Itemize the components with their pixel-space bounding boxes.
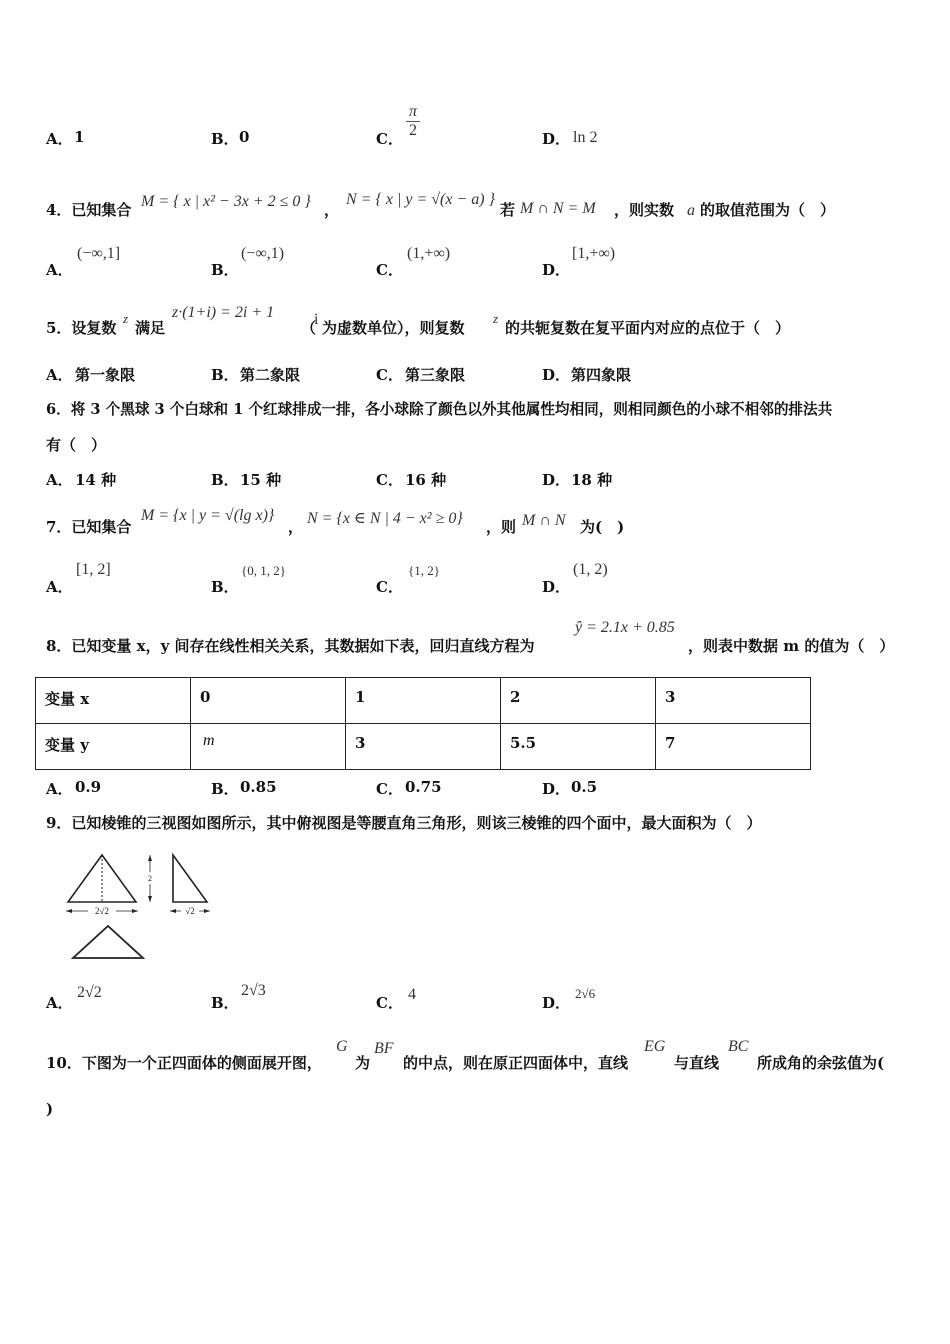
q9-option-c-label: C． bbox=[376, 994, 403, 1012]
q7-option-c-label: C． bbox=[376, 578, 403, 596]
table-cell: 3 bbox=[346, 724, 501, 770]
q7-expr: M ∩ N bbox=[522, 512, 566, 529]
q8-stem-b: ，则表中数据 m 的值为（ ） bbox=[688, 637, 895, 655]
q8-option-c-label: C． bbox=[376, 780, 403, 798]
q4-stem-b: 若 bbox=[500, 201, 516, 219]
table-cell: m bbox=[191, 724, 346, 770]
q7-option-d-value: (1, 2) bbox=[573, 561, 608, 578]
q5-option-a-value: 第一象限 bbox=[75, 366, 136, 384]
table-cell: 1 bbox=[346, 678, 501, 724]
table-cell: 0 bbox=[191, 678, 346, 724]
q9-three-view-figure bbox=[60, 850, 220, 965]
q3-option-b-value: 0 bbox=[239, 128, 250, 146]
q5-option-b-value: 第二象限 bbox=[240, 366, 301, 384]
q4-stem-c: ，则实数 bbox=[614, 201, 675, 219]
height-dimension-label: 2 bbox=[148, 874, 152, 883]
q10-stem-line2: ) bbox=[46, 1100, 54, 1118]
q8-option-d-value: 0.5 bbox=[571, 778, 598, 796]
table-cell: 变量 x bbox=[36, 678, 191, 724]
q9-stem: 9．已知棱锥的三视图如图所示，其中俯视图是等腰直角三角形，则该三棱锥的四个面中，最大面积为（ ） bbox=[46, 814, 762, 832]
q8-option-b-value: 0.85 bbox=[240, 778, 277, 796]
top-view-triangle bbox=[73, 926, 143, 958]
q10-line-bc: BC bbox=[728, 1038, 749, 1055]
q5-option-c-label: C． bbox=[376, 366, 403, 384]
q3-option-d-value: ln 2 bbox=[573, 129, 598, 146]
q7-option-c-value: {1, 2} bbox=[408, 563, 440, 578]
q8-stem-a: 8．已知变量 x，y 间存在线性相关关系，其数据如下表，回归直线方程为 bbox=[46, 637, 535, 655]
q4-option-c-label: C． bbox=[376, 261, 403, 279]
q4-set-m: M = { x | x² − 3x + 2 ≤ 0 } bbox=[141, 193, 311, 210]
q4-option-b-label: B． bbox=[211, 261, 239, 279]
q5-stem-e: 的共轭复数在复平面内对应的点位于（ ） bbox=[505, 319, 791, 337]
q5-var-i: i bbox=[314, 311, 319, 328]
q9-option-a-label: A． bbox=[46, 994, 73, 1012]
q5-option-d-value: 第四象限 bbox=[571, 366, 632, 384]
q3-option-b-label: B． bbox=[211, 130, 239, 148]
q6-option-a-label: A． bbox=[46, 471, 73, 489]
q4-option-a-label: A． bbox=[46, 261, 73, 279]
side-dimension-arrow-left bbox=[170, 909, 176, 913]
table-cell: 3 bbox=[656, 678, 811, 724]
q10-line-eg: EG bbox=[644, 1038, 666, 1055]
q5-option-a-label: A． bbox=[46, 366, 73, 384]
q7-stem-c: 为( ) bbox=[580, 518, 625, 536]
q10-stem-a: 10．下图为一个正四面体的侧面展开图， bbox=[46, 1054, 322, 1072]
side-view-triangle bbox=[173, 855, 207, 902]
q7-option-a-value: [1, 2] bbox=[76, 561, 111, 578]
q4-option-d-label: D． bbox=[542, 261, 571, 279]
q8-option-d-label: D． bbox=[542, 780, 571, 798]
q3-option-c-denominator: 2 bbox=[409, 122, 417, 139]
base-dimension-arrow-left bbox=[66, 909, 72, 913]
table-cell: 变量 y bbox=[36, 724, 191, 770]
q9-option-c-value: 4 bbox=[408, 986, 416, 1003]
q3-option-c-label: C． bbox=[376, 130, 403, 148]
q8-data-table bbox=[35, 677, 811, 770]
q4-condition: M ∩ N = M bbox=[520, 200, 596, 217]
q7-comma: ， bbox=[288, 518, 304, 536]
q5-option-b-label: B． bbox=[211, 366, 239, 384]
q7-set-n: N = {x ∈ N | 4 − x² ≥ 0} bbox=[307, 510, 463, 527]
q7-option-d-label: D． bbox=[542, 578, 571, 596]
q10-stem-c: 的中点，则在原正四面体中，直线 bbox=[403, 1054, 629, 1072]
q4-option-b-value: (−∞,1) bbox=[241, 245, 285, 262]
q6-option-b-value: 15 种 bbox=[240, 471, 282, 489]
q3-option-d-label: D． bbox=[542, 130, 571, 148]
q5-var-z: z bbox=[123, 311, 129, 326]
q3-option-a-value: 1 bbox=[74, 128, 85, 146]
q4-option-c-value: (1,+∞) bbox=[407, 245, 451, 262]
q9-option-d-label: D． bbox=[542, 994, 571, 1012]
q5-option-c-value: 第三象限 bbox=[405, 366, 466, 384]
q5-stem-d: 为虚数单位），则复数 bbox=[322, 319, 465, 337]
q10-stem-e: 所成角的余弦值为( bbox=[757, 1054, 885, 1072]
q5-stem-b: 满足 bbox=[135, 319, 166, 337]
table-cell: 7 bbox=[656, 724, 811, 770]
q5-stem-a: 5．设复数 bbox=[46, 319, 117, 337]
q6-option-d-value: 18 种 bbox=[571, 471, 613, 489]
height-dimension-arrow-top bbox=[148, 855, 152, 861]
q7-option-b-value: {0, 1, 2} bbox=[241, 563, 286, 578]
q3-option-c-numerator: π bbox=[406, 103, 420, 122]
q9-option-a-value: 2√2 bbox=[77, 984, 102, 1001]
q8-option-a-label: A． bbox=[46, 780, 73, 798]
q8-option-a-value: 0.9 bbox=[75, 778, 102, 796]
q6-option-c-label: C． bbox=[376, 471, 403, 489]
q6-option-a-value: 14 种 bbox=[75, 471, 117, 489]
q8-option-c-value: 0.75 bbox=[405, 778, 442, 796]
q7-stem-b: ，则 bbox=[486, 518, 517, 536]
table-cell: 5.5 bbox=[501, 724, 656, 770]
q5-stem-c: （ bbox=[301, 319, 317, 337]
base-dimension-label: 2√2 bbox=[95, 906, 109, 916]
q10-stem-d: 与直线 bbox=[674, 1054, 720, 1072]
q6-option-d-label: D． bbox=[542, 471, 571, 489]
q4-var-a: a bbox=[687, 202, 695, 219]
q6-option-b-label: B． bbox=[211, 471, 239, 489]
table-cell: 2 bbox=[501, 678, 656, 724]
q4-option-a-value: (−∞,1] bbox=[77, 245, 121, 262]
q6-stem-line1: 6．将 3 个黑球 3 个白球和 1 个红球排成一排，各小球除了颜色以外其他属性均相同，则相同颜色的小球不相邻的排法共 bbox=[46, 401, 833, 418]
side-dimension-label: √2 bbox=[185, 906, 195, 916]
q8-regression-equation: ŷ = 2.1x + 0.85 bbox=[575, 619, 675, 636]
q3-option-a-label: A． bbox=[46, 130, 73, 148]
q10-segment-bf: BF bbox=[374, 1040, 394, 1057]
table-row bbox=[36, 678, 811, 724]
q4-comma: ， bbox=[324, 201, 340, 219]
height-dimension-arrow-bottom bbox=[148, 896, 152, 902]
q7-option-a-label: A． bbox=[46, 578, 73, 596]
q10-point-g: G bbox=[336, 1038, 348, 1055]
q5-option-d-label: D． bbox=[542, 366, 571, 384]
q4-option-d-value: [1,+∞) bbox=[572, 245, 616, 262]
q6-option-c-value: 16 种 bbox=[405, 471, 447, 489]
q7-stem-a: 7．已知集合 bbox=[46, 518, 132, 536]
q4-stem-d: 的取值范围为（ ） bbox=[700, 201, 836, 219]
q8-option-b-label: B． bbox=[211, 780, 239, 798]
q10-stem-b: 为 bbox=[355, 1054, 371, 1072]
q4-stem-a: 4．已知集合 bbox=[46, 201, 132, 219]
q9-option-b-label: B． bbox=[211, 994, 239, 1012]
q5-var-z2: z bbox=[493, 311, 499, 326]
q9-option-d-value: 2√6 bbox=[575, 986, 596, 1001]
side-dimension-arrow-right bbox=[204, 909, 210, 913]
front-view-triangle bbox=[68, 855, 136, 902]
q5-equation: z·(1+i) = 2i + 1 bbox=[172, 304, 275, 321]
base-dimension-arrow-right bbox=[132, 909, 138, 913]
q4-set-n: N = { x | y = √(x − a) } bbox=[346, 191, 495, 208]
q3-option-c-fraction bbox=[406, 103, 420, 140]
q7-set-m: M = {x | y = √(lg x)} bbox=[141, 507, 275, 524]
q9-option-b-value: 2√3 bbox=[241, 982, 266, 999]
q7-option-b-label: B． bbox=[211, 578, 239, 596]
table-row bbox=[36, 724, 811, 770]
q6-stem-line2: 有（ ） bbox=[46, 436, 107, 454]
